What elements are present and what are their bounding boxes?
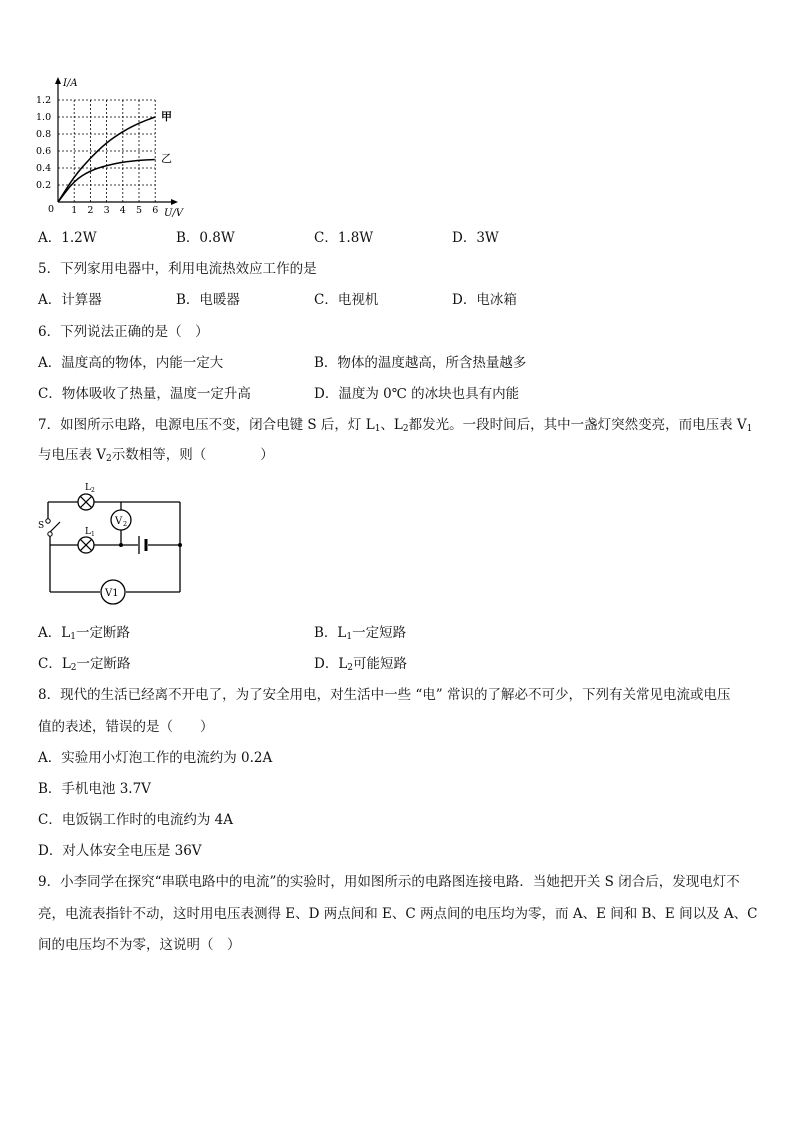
battery-icon <box>139 536 146 554</box>
y-tick-label: 0.4 <box>36 163 52 174</box>
q4-option-c: C．1.8W <box>314 230 374 246</box>
circuit-diagram <box>38 482 188 607</box>
q7-option-c: C．$L_2$一定断路 <box>38 656 131 673</box>
q7-option-a: A．$L_1$一定断路 <box>38 625 130 642</box>
y-tick-label: 0.6 <box>36 146 52 157</box>
x-tick-label: 4 <box>119 205 126 216</box>
y-tick-label: 1.2 <box>36 95 52 106</box>
curve-label-yi: 乙 <box>161 152 172 165</box>
current-voltage-graph <box>30 72 200 222</box>
q9-line1: 9．小李同学在探究“串联电路中的电流”的实验时，用如图所示的电路图连接电路．当她把开关 S 闭合后，发现电灯不 <box>38 874 740 890</box>
label-s: S <box>38 521 45 531</box>
y-tick-label: 0.8 <box>36 129 52 140</box>
q9-line2: 亮，电流表指针不动，这时用电压表测得 E、D 两点间和 E、C 两点间的电压均为零，而 A、E 间和 B、E 间以及 A、C <box>38 906 758 922</box>
x-tick-label: 3 <box>103 205 110 216</box>
y-axis-arrow <box>55 77 61 84</box>
graph-axes <box>55 77 178 205</box>
x-tick-label: 2 <box>87 205 94 216</box>
graph-grid <box>58 100 155 202</box>
x-tick-label: 6 <box>152 205 159 216</box>
q8-option-a: A．实验用小灯泡工作的电流约为 0.2A <box>38 750 273 766</box>
q4-option-a: A．1.2W <box>38 230 97 246</box>
x-axis-arrow <box>171 199 178 205</box>
lamp-l2-icon <box>78 494 94 510</box>
label-l2: $L_2$ <box>85 483 95 494</box>
voltmeter-v2 <box>111 510 131 530</box>
q6-option-c: C．物体吸收了热量，温度一定升高 <box>38 386 251 402</box>
q4-option-d: D．3W <box>452 230 499 246</box>
y-tick-label: 0.2 <box>36 180 52 191</box>
q6-option-a: A．温度高的物体，内能一定大 <box>38 355 224 371</box>
voltmeter-v1 <box>101 580 125 604</box>
q8-stem-line2: 值的表述，错误的是（ ） <box>38 719 214 735</box>
q7-stem-line2: 与电压表 $V_2$示数相等，则（ ） <box>38 447 274 464</box>
q9-line3: 间的电压均不为零，这说明（ ） <box>38 937 241 953</box>
q8-option-d: D．对人体安全电压是 36V <box>38 843 202 859</box>
svg-text:2: 2 <box>123 520 128 528</box>
origin-label: 0 <box>48 204 55 215</box>
label-l1: $L_1$ <box>85 527 95 538</box>
q6-option-d: D．温度为 0℃ 的冰块也具有内能 <box>314 386 520 402</box>
q6-option-b: B．物体的温度越高，所含热量越多 <box>314 355 527 371</box>
x-tick-label: 1 <box>71 205 78 216</box>
graph-ticks <box>36 95 158 216</box>
curve-label-jia: 甲 <box>161 110 172 123</box>
x-axis-label: U/V <box>164 208 184 219</box>
y-axis-label: I/A <box>63 78 78 89</box>
y-tick-label: 1.0 <box>36 112 52 123</box>
svg-text:V: V <box>115 516 123 527</box>
lamp-l1-icon <box>78 537 94 553</box>
q5-option-b: B．电暖器 <box>176 292 240 308</box>
q6-stem: 6．下列说法正确的是（ ） <box>38 324 209 340</box>
q5-option-c: C．电视机 <box>314 292 379 308</box>
svg-text:V1: V1 <box>105 588 119 599</box>
q7-option-b: B．$L_1$一定短路 <box>314 625 407 642</box>
q5-stem: 5．下列家用电器中，利用电流热效应工作的是 <box>38 261 317 277</box>
q5-option-d: D．电冰箱 <box>452 292 517 308</box>
q5-option-a: A．计算器 <box>38 292 102 308</box>
q8-stem-line1: 8．现代的生活已经离不开电了，为了安全用电，对生活中一些 “电” 常识的了解必不可少，下列有关常见电流或电压 <box>38 687 731 703</box>
q7-stem-line1: 7．如图所示电路，电源电压不变，闭合电键 S 后，灯 $L_1$、$L_2$都发光。一段时间后，其中一盏灯突然变亮，而电压表 $V_1$ <box>38 417 753 434</box>
q7-option-d: D．$L_2$可能短路 <box>314 656 408 673</box>
q8-option-b: B．手机电池 3.7V <box>38 781 151 797</box>
q4-option-b: B．0.8W <box>176 230 235 246</box>
x-tick-label: 5 <box>136 205 143 216</box>
q8-option-c: C．电饭锅工作时的电流约为 4A <box>38 812 233 828</box>
switch-s <box>46 519 60 536</box>
